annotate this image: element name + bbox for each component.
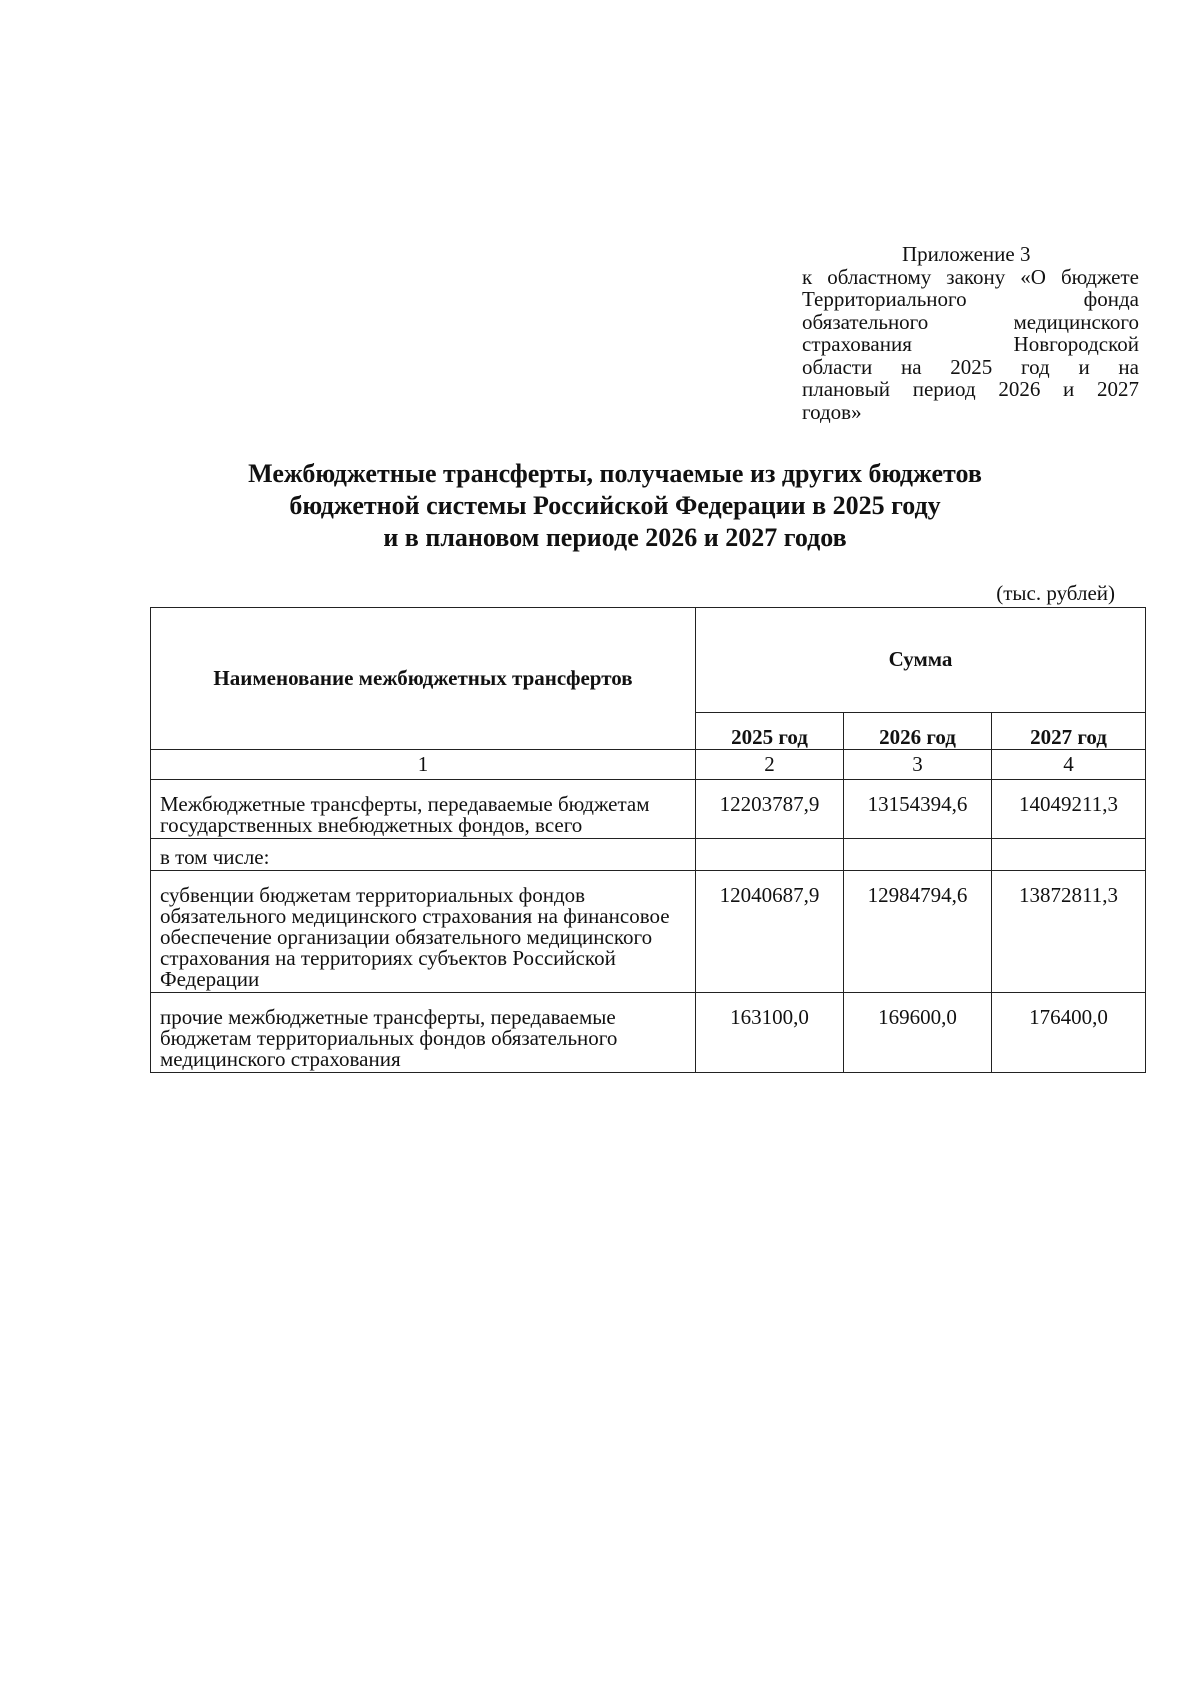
row-value-2027: 13872811,3: [992, 871, 1146, 993]
column-number: 1: [151, 750, 696, 780]
row-value-2027: 176400,0: [992, 993, 1146, 1073]
appendix-line: страхования Новгородской: [802, 332, 1139, 356]
row-value-2025: [696, 839, 844, 871]
row-value-2026: [844, 839, 992, 871]
appendix-line: к областному закону «О бюджете: [802, 264, 1139, 289]
row-value-2026: 169600,0: [844, 993, 992, 1073]
header-year-2025: 2025 год: [696, 712, 844, 749]
header-sum: Сумма: [696, 608, 1146, 713]
header-name: Наименование межбюджетных трансфертов: [151, 608, 696, 750]
document-title: [180, 458, 1050, 554]
column-number: 4: [992, 750, 1146, 780]
row-value-2027: 14049211,3: [992, 780, 1146, 839]
row-name: в том числе:: [151, 839, 696, 871]
column-number: 3: [844, 750, 992, 780]
appendix-line: обязательного медицинского: [802, 309, 1139, 334]
column-number-row: [151, 750, 1146, 780]
appendix-line: Территориального фонда: [802, 287, 1139, 311]
row-value-2026: 12984794,6: [844, 871, 992, 993]
units-label: (тыс. рублей): [996, 581, 1115, 605]
appendix-title: Приложение 3: [902, 242, 1031, 266]
title-line: Межбюджетные трансферты, получаемые из других бюджетов: [248, 459, 982, 488]
row-name: Межбюджетные трансферты, передаваемые бюджетам государственных внебюджетных фондов, всего: [151, 780, 696, 839]
header-year-2027: 2027 год: [992, 712, 1146, 749]
row-value-2026: 13154394,6: [844, 780, 992, 839]
title-line: и в плановом периоде 2026 и 2027 годов: [383, 523, 847, 552]
row-value-2025: 163100,0: [696, 993, 844, 1073]
header-year-2026: 2026 год: [844, 712, 992, 749]
row-value-2025: 12040687,9: [696, 871, 844, 993]
transfers-table: [150, 607, 1146, 1073]
table-row: [151, 993, 1146, 1073]
title-line: бюджетной системы Российской Федерации в 2025 году: [289, 491, 941, 520]
row-name: прочие межбюджетные трансферты, передаваемые бюджетам территориальных фондов обязательного медицинского страхования: [151, 993, 696, 1073]
appendix-block: [802, 243, 1139, 423]
appendix-line: годов»: [802, 399, 862, 424]
appendix-line: плановый период 2026 и 2027: [802, 377, 1139, 401]
table-row: [151, 871, 1146, 993]
row-value-2025: 12203787,9: [696, 780, 844, 839]
table-row: [151, 839, 1146, 871]
column-number: 2: [696, 750, 844, 780]
row-value-2027: [992, 839, 1146, 871]
row-name: субвенции бюджетам территориальных фондов обязательного медицинского страхования на финансовое обеспечение организации обязательного медицинского страхования на территориях субъектов Российской Федерации: [151, 871, 696, 993]
appendix-line: области на 2025 год и на: [802, 354, 1139, 379]
table-row: [151, 780, 1146, 839]
